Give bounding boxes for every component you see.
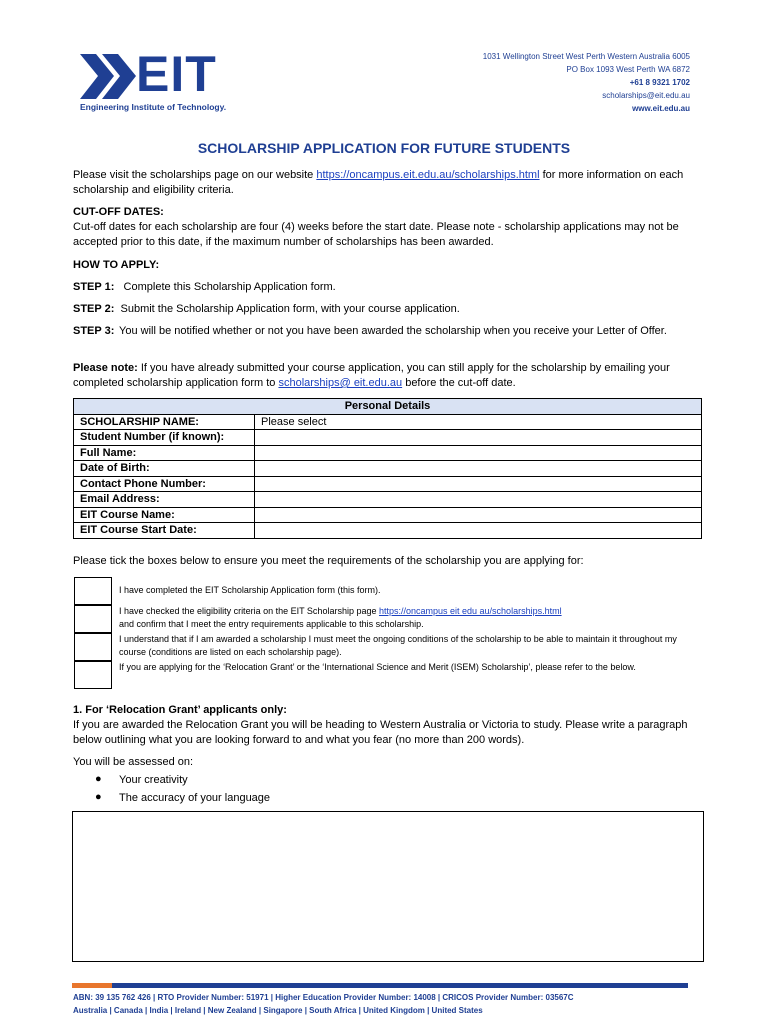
bullet-icon: ●: [95, 791, 102, 803]
table-row: Email Address:: [74, 492, 702, 508]
check-text-4: If you are applying for the ‘Relocation Grant’ or the ‘International Science and Merit (ISEM) Scholarship’, please refer to the below.: [119, 662, 636, 672]
eligibility-link[interactable]: https://oncampus eit edu au/scholarships.html: [378, 606, 562, 616]
bullet-icon: ●: [95, 773, 102, 785]
footer-bar: [112, 983, 688, 988]
page-title: SCHOLARSHIP APPLICATION FOR FUTURE STUDENTS: [197, 140, 571, 156]
essay-textarea[interactable]: [72, 811, 704, 962]
full-name-field[interactable]: [255, 445, 702, 461]
date-of-birth-field[interactable]: [255, 461, 702, 477]
website-link[interactable]: www.eit.edu.au: [632, 104, 690, 113]
cutoff-heading: CUT-OFF DATES:: [73, 206, 164, 218]
checkbox-eligibility[interactable]: [74, 605, 112, 633]
relocation-text: If you are awarded the Relocation Grant you will be heading to Western Australia or Victoria to study. Please write a paragraph below outlining what you are looking forward to and what you fear (no more than 200 words).: [73, 719, 688, 746]
footer-countries: Australia | Canada | India | Ireland | New Zealand | Singapore | South Africa | United Kingdom | United States: [73, 1006, 483, 1015]
footer-registration: ABN: 39 135 762 426 | RTO Provider Number: 51971 | Higher Education Provider Number: 14008 | CRICOS Provider Number: 03567C: [73, 993, 574, 1002]
checkbox-application-form[interactable]: [74, 577, 112, 605]
table-row: Contact Phone Number:: [74, 476, 702, 492]
contact-block: [483, 50, 690, 115]
table-row: Date of Birth:: [74, 461, 702, 477]
cutoff-text: Cut-off dates for each scholarship are four (4) weeks before the start date. Please note - scholarship applications may not be accepted prior to this date, if the maximum number of scholarships has been awarded.: [73, 221, 679, 248]
intro-paragraph: Please visit the scholarships page on our website https://oncampus.eit.edu.au/scholarships.html for more information on each scholarship and eligibility criteria.: [73, 169, 684, 196]
scholarships-email-link[interactable]: scholarships@ eit.edu.au: [278, 377, 403, 389]
address-line-1: 1031 Wellington Street West Perth Western Australia 6005: [482, 52, 690, 61]
footer-accent-bar: [72, 983, 112, 988]
check-text-2: I have checked the eligibility criteria on the EIT Scholarship page https://oncampus eit edu au/scholarships.html and confirm that I meet the entry requirements applicable to this scholarship.: [119, 606, 562, 629]
relocation-heading: 1. For ‘Relocation Grant’ applicants only:: [73, 704, 287, 716]
table-row: Full Name:: [74, 445, 702, 461]
logo-wordmark: EIT: [136, 46, 217, 102]
email-address[interactable]: scholarships@eit.edu.au: [602, 91, 690, 100]
step-3: STEP 3: You will be notified whether or not you have been awarded the scholarship when you receive your Letter of Offer.: [73, 325, 667, 337]
step-2: STEP 2: Submit the Scholarship Application form, with your course application.: [73, 303, 460, 315]
step-1: STEP 1: Complete this Scholarship Application form.: [73, 281, 336, 293]
course-start-date-field[interactable]: [255, 523, 702, 539]
email-field[interactable]: [255, 492, 702, 508]
checkbox-ongoing-conditions[interactable]: [74, 633, 112, 661]
course-name-field[interactable]: [255, 507, 702, 523]
howto-heading: HOW TO APPLY:: [73, 259, 160, 271]
logo-subtitle: Engineering Institute of Technology.: [80, 102, 227, 112]
eit-logo: [80, 46, 240, 120]
check-text-1: I have completed the EIT Scholarship Application form (this form).: [119, 585, 381, 595]
please-note: Please note: If you have already submitted your course application, you can still apply for the scholarship by emailing your completed scholarship application form to scholarships@ eit.edu.au before the cut-off date.: [73, 362, 670, 389]
checkbox-relocation[interactable]: [74, 661, 112, 689]
personal-details-table: [73, 398, 702, 539]
table-row: EIT Course Name:: [74, 507, 702, 523]
student-number-field[interactable]: [255, 430, 702, 446]
scholarship-name-select[interactable]: Please select: [255, 414, 702, 430]
address-line-2: PO Box 1093 West Perth WA 6872: [566, 65, 690, 74]
table-row: EIT Course Start Date:: [74, 523, 702, 539]
scholarships-link[interactable]: https://oncampus.eit.edu.au/scholarships.html: [316, 169, 540, 181]
phone-number: +61 8 9321 1702: [629, 78, 690, 87]
phone-field[interactable]: [255, 476, 702, 492]
table-row: SCHOLARSHIP NAME: Please select: [74, 414, 702, 430]
criteria-creativity: Your creativity: [119, 774, 188, 786]
criteria-language: The accuracy of your language: [119, 792, 271, 804]
personal-details-header: Personal Details: [74, 399, 702, 415]
check-text-3: I understand that if I am awarded a scholarship I must meet the ongoing conditions of the scholarship to be able to maintain it throughout my course (conditions are listed on each scholarship page).: [119, 634, 677, 657]
table-row: Student Number (if known):: [74, 430, 702, 446]
assessed-label: You will be assessed on:: [73, 756, 194, 768]
tick-instructions: Please tick the boxes below to ensure you meet the requirements of the scholarship you are applying for:: [73, 555, 584, 567]
